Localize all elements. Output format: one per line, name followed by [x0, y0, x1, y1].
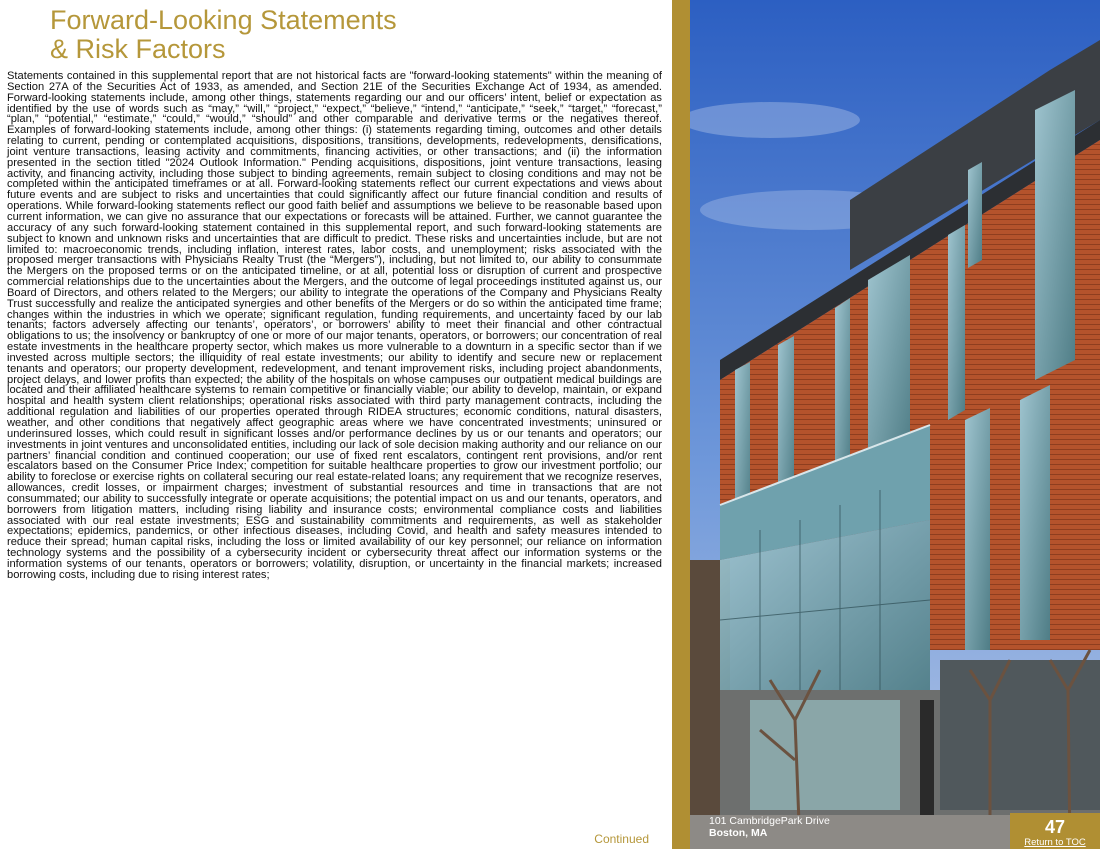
- property-city: Boston, MA: [709, 827, 768, 839]
- building-illustration: [690, 0, 1100, 849]
- gold-divider-bar: [672, 0, 690, 849]
- page-title-line-2: & Risk Factors: [50, 34, 226, 64]
- forward-looking-statements-text: Statements contained in this supplemental report that are not historical facts are "forward-looking statements" within the meaning of Section 27A of the Securities Act of 1933, as amended, and Section 21E of the Securities Exchange Act of 1934, as amended. Forward-looking statements include, among other things, statements regarding our and our officers’ intent, belief or expectation as identified by the use of words such as “may,” “will,” “project,” “expect,” “believe,” “intend,” “anticipate,” “seek,” “target,” “forecast,” “plan,” “potential,” “estimate,” “could,” “would,” “should” and other comparable and derivative terms or the negatives thereof. Examples of forward-looking statements include, among other things: (i) statements regarding timing, outcomes and other details relating to current, pending or contemplated acquisitions, dispositions, transitions, developments, redevelopments, densifications, joint venture transactions, leasing activity and commitments, financing activities, or other transactions; and (ii) the information presented in the section titled "2024 Outlook Information." Pending acquisitions, dispositions, joint venture transactions, leasing activity, and financing activity, including those subject to binding agreements, remain subject to closing conditions and may not be completed within the anticipated timeframes or at all. Forward-looking statements reflect our current expectations and views about future events and are subject to risks and uncertainties that could significantly affect our future financial condition and results of operations. While forward-looking statements reflect our good faith belief and assumptions we believe to be reasonable based upon current information, we can give no assurance that our expectations or forecasts will be attained. Further, we cannot guarantee the accuracy of any such forward-looking statement contained in this supplemental report, and such forward-looking statements are subject to known and unknown risks and uncertainties that are difficult to predict. These risks and uncertainties include, but are not limited to: macroeconomic trends, including inflation, interest rates, labor costs, and unemployment; risks associated with the proposed merger transactions with Physicians Realty Trust (the “Mergers”), including, but not limited to, our ability to consummate the Mergers on the proposed terms or on the anticipated timeline, or at all, potential loss or disruption of current and prospective commercial relationships due to the uncertainties about the Mergers, and the outcome of legal proceedings instituted against us, our Board of Directors, and others related to the Mergers; our ability to integrate the operations of the Company and Physicians Realty Trust successfully and realize the anticipated synergies and other benefits of the Mergers or do so within the anticipated time frame; changes within the industries in which we operate; significant regulation, funding requirements, and uncertainty faced by our lab tenants; factors adversely affecting our tenants’, operators’, or borrowers’ ability to meet their financial and other contractual obligations to us; the insolvency or bankruptcy of one or more of our major tenants, operators, or borrowers; our concentration of real estate investments in the healthcare property sector, which makes us more vulnerable to a downturn in a specific sector than if we invested across multiple sectors; the illiquidity of real estate investments; our ability to identify and secure new or replacement tenants and operators; our property development, redevelopment, and tenant improvement risks, including project abandonments, project delays, and lower profits than expected; the ability of the hospitals on whose campuses our outpatient medical buildings are located and their affiliated healthcare systems to remain competitive or financially viable; our ability to develop, maintain, or expand hospital and health system client relationships; operational risks associated with third party management contracts, including the additional regulation and liabilities of our properties operated through RIDEA structures; economic conditions, natural disasters, weather, and other conditions that negatively affect geographic areas where we have concentrated investments; uninsured or underinsured losses, which could result in significant losses and/or performance declines by us or our tenants and operators; our investments in joint ventures and unconsolidated entities, including our lack of sole decision making authority and our reliance on our partners’ financial condition and continued cooperation; our use of fixed rent escalators, contingent rent provisions, and/or rent escalators based on the Consumer Price Index; competition for suitable healthcare properties to grow our investment portfolio; our ability to foreclose or exercise rights on collateral securing our real estate-related loans; any requirement that we recognize reserves, allowances, credit losses, or impairment charges; investment of substantial resources and time in transactions that are not consummated; our ability to successfully integrate or operate acquisitions; the potential impact on us and our tenants, operators, and borrowers from litigation matters, including rising liability and insurance costs; environmental compliance costs and liabilities associated with our real estate investments; ESG and sustainability commitments and requirements, as well as stakeholder expectations; epidemics, pandemics, or other infectious diseases, including Covid, and health and safety measures intended to reduce their spread; human capital risks, including the loss or limited availability of our key personnel; our reliance on information technology systems and the possibility of a cybersecurity incident or cybersecurity threat affect our information systems or the information systems of our tenants, operators or borrowers; volatility, disruption, or uncertainty in the financial markets; increased borrowing costs, including due to rising interest rates;: [7, 70, 662, 581]
- property-address: 101 CambridgePark Drive: [709, 815, 830, 827]
- page-number: 47: [1044, 817, 1066, 837]
- page-title-line-1: Forward-Looking Statements: [50, 5, 397, 35]
- page-title: [50, 6, 397, 64]
- building-photo: [690, 0, 1100, 849]
- continued-label: Continued: [594, 832, 649, 846]
- page-number-box: [1010, 813, 1100, 849]
- return-to-toc-link[interactable]: Return to TOC: [1024, 837, 1086, 848]
- photo-caption: [709, 815, 830, 839]
